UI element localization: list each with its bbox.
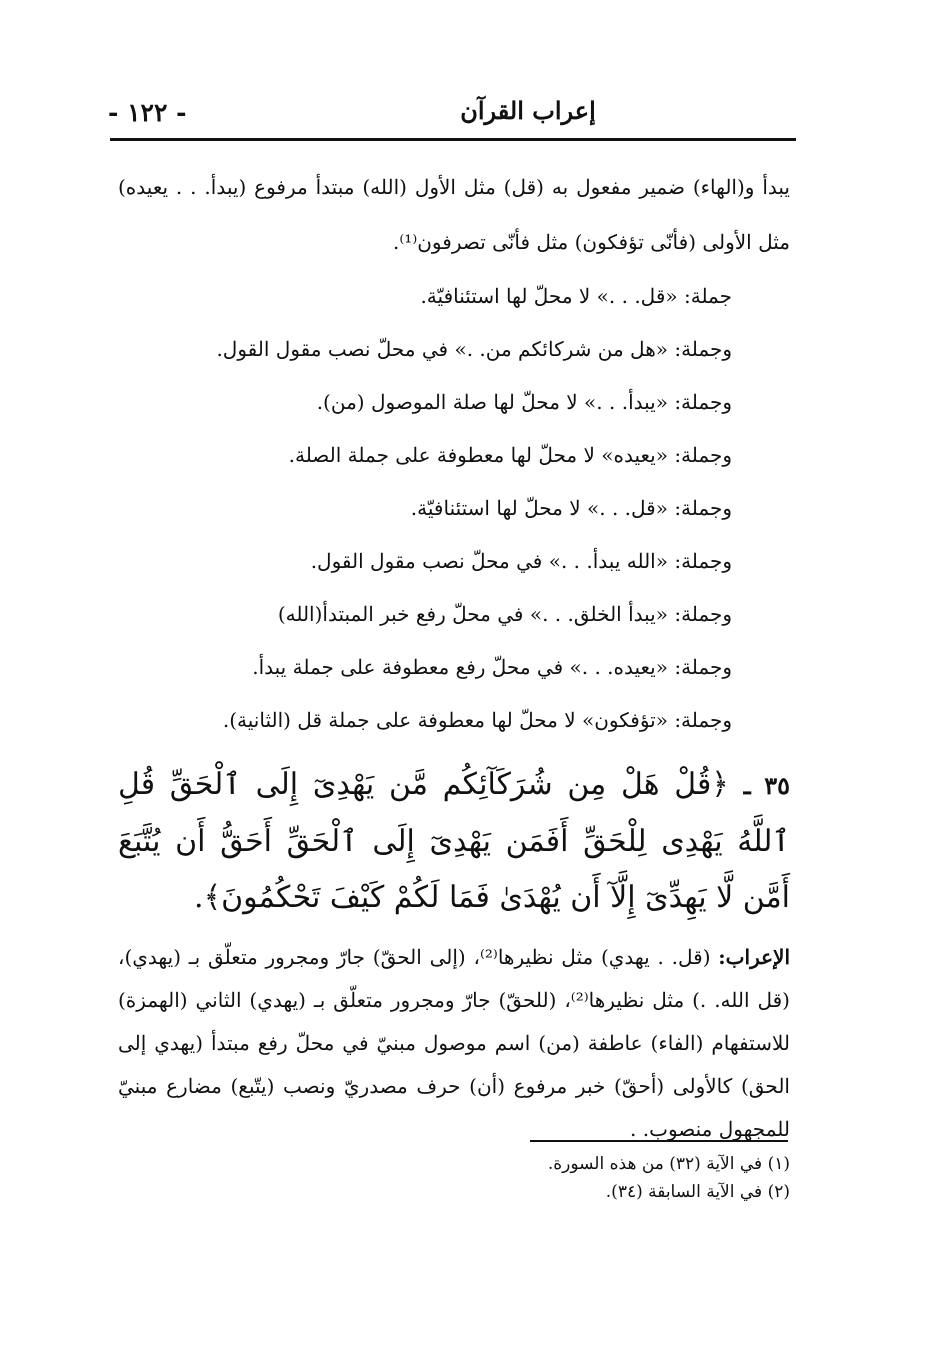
footnote: (١) في الآية (٣٢) من هذه السورة. bbox=[547, 1154, 790, 1174]
sentence-line: وجملة: «يعيده. . .» في محلّ رفع معطوفة على جملة يبدأ. bbox=[252, 655, 732, 679]
footnote-divider bbox=[530, 1140, 788, 1142]
footnote: (٢) في الآية السابقة (٣٤). bbox=[605, 1182, 790, 1202]
sentence-line: وجملة: «هل من شركائكم من. .» في محلّ نصب مقول القول. bbox=[216, 337, 732, 361]
sentence-analysis-list bbox=[118, 270, 790, 747]
sentence-line: وجملة: «قل. . .» لا محلّ لها استئنافيّة. bbox=[410, 496, 732, 520]
page-number: - ١٢٢ - bbox=[108, 98, 187, 127]
sentence-line: وجملة: «يعيده» لا محلّ لها معطوفة على جملة الصلة. bbox=[288, 443, 732, 467]
irab-paragraph bbox=[118, 936, 790, 1151]
sentence-line: جملة: «قل. . .» لا محلّ لها استئنافيّة. bbox=[420, 284, 732, 308]
irab-label: الإعراب: bbox=[718, 945, 790, 969]
sentence-line: وجملة: «يبدأ الخلق. . .» في محلّ رفع خبر المبتدأ(الله) bbox=[277, 602, 732, 626]
irab-text: (قل. . يهدي) مثل نظيرها⁽²⁾، (إلى الحقّ) جارّ ومجرور متعلّق بـ (يهدي)، (قل الله. .) مثل نظيرها⁽²⁾، (للحقّ) جارّ ومجرور متعلّق بـ (يهدي) الثاني (الهمزة) للاستفهام (الفاء) عاطفة (من) اسم موصول مبنيّ في محلّ رفع مبتدأ (يهدي إلى الحق) كالأولى (أحقّ) خبر مرفوع (أن) حرف مصدريّ ونصب (يتّبع) مضارع مبنيّ للمجهول منصوب. . bbox=[118, 945, 790, 1141]
sentence-line: وجملة: «تؤفكون» لا محلّ لها معطوفة على جملة قل (الثانية). bbox=[222, 708, 732, 732]
quran-verse bbox=[118, 757, 790, 926]
sentence-line: وجملة: «يبدأ. . .» لا محلّ لها صلة الموصول (من). bbox=[316, 390, 732, 414]
intro-paragraph: يبدأ و(الهاء) ضمير مفعول به (قل) مثل الأول (الله) مبتدأ مرفوع (يبدأ. . . يعيده) مثل الأولى (فأنّى تؤفكون) مثل فأنّى تصرفون⁽¹⁾. bbox=[118, 175, 790, 254]
verse-number: ٣٥ ـ bbox=[743, 771, 790, 800]
book-title: إعراب القرآن bbox=[460, 96, 596, 125]
sentence-line: وجملة: «الله يبدأ. . .» في محلّ نصب مقول القول. bbox=[310, 549, 732, 573]
verse-text: ﴿قُلْ هَلْ مِن شُرَكَآئِكُم مَّن يَهْدِىٓ إِلَى ٱلْحَقِّ قُلِ ٱللَّهُ يَهْدِى لِلْحَقِّ أَفَمَن يَهْدِىٓ إِلَى ٱلْحَقِّ أَحَقُّ أَن يُتَّبَعَ أَمَّن لَّا يَهِدِّىٓ إِلَّآ أَن يُهْدَىٰ فَمَا لَكُمْ كَيْفَ تَحْكُمُونَ﴾. bbox=[118, 767, 790, 915]
header-divider bbox=[110, 138, 796, 141]
footnotes bbox=[340, 1150, 790, 1206]
page-header bbox=[108, 88, 798, 140]
main-content bbox=[118, 160, 790, 1151]
